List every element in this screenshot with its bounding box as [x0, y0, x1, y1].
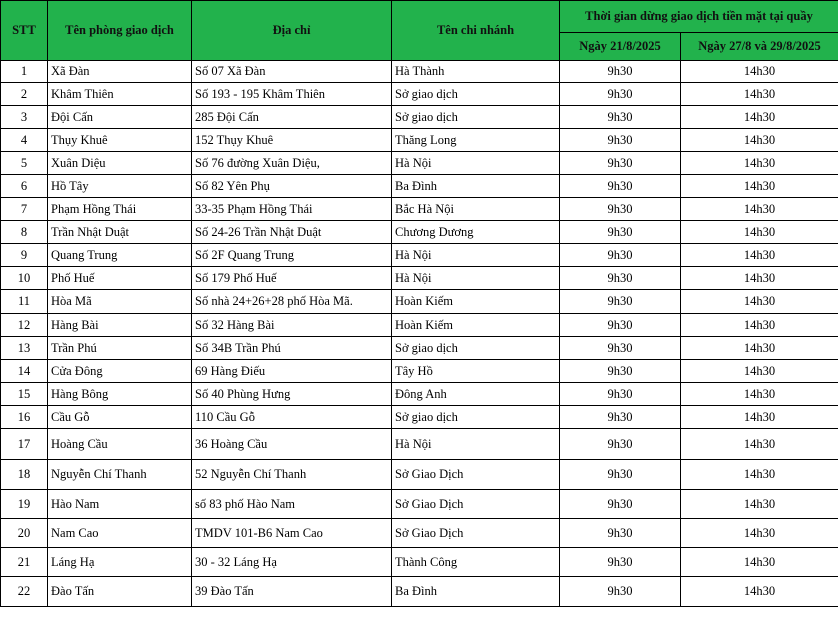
cell-stt: 9 [1, 244, 48, 267]
cell-time-date-1: 9h30 [560, 360, 681, 383]
table-row [1, 198, 838, 221]
cell-stt: 17 [1, 429, 48, 460]
table-row [1, 429, 838, 460]
cell-stt: 8 [1, 221, 48, 244]
cell-branch: Sở giao dịch [392, 337, 560, 360]
cell-time-date-1: 9h30 [560, 406, 681, 429]
table-row [1, 175, 838, 198]
table-row [1, 360, 838, 383]
cell-time-date-1: 9h30 [560, 175, 681, 198]
cell-time-date-2: 14h30 [681, 61, 838, 83]
header-stt: STT [1, 1, 48, 61]
cell-address: TMDV 101-B6 Nam Cao [192, 519, 392, 548]
cell-branch: Hà Nội [392, 267, 560, 290]
cell-branch: Bắc Hà Nội [392, 198, 560, 221]
cell-branch: Sở giao dịch [392, 406, 560, 429]
table-row [1, 290, 838, 314]
cell-time-date-2: 14h30 [681, 152, 838, 175]
cell-address: 39 Đào Tấn [192, 577, 392, 607]
cell-stt: 20 [1, 519, 48, 548]
cell-time-date-2: 14h30 [681, 429, 838, 460]
cell-stt: 6 [1, 175, 48, 198]
cell-address: Số 2F Quang Trung [192, 244, 392, 267]
cell-time-date-1: 9h30 [560, 267, 681, 290]
table-row [1, 61, 838, 83]
cell-time-date-1: 9h30 [560, 577, 681, 607]
cell-stt: 21 [1, 548, 48, 577]
cell-stt: 3 [1, 106, 48, 129]
table-row [1, 314, 838, 337]
cell-branch: Hoàn Kiếm [392, 290, 560, 314]
table-row [1, 460, 838, 490]
cell-time-date-1: 9h30 [560, 337, 681, 360]
cell-time-date-2: 14h30 [681, 360, 838, 383]
cell-time-date-2: 14h30 [681, 221, 838, 244]
cell-stt: 18 [1, 460, 48, 490]
cell-branch: Ba Đình [392, 175, 560, 198]
cell-time-date-1: 9h30 [560, 519, 681, 548]
table-row [1, 244, 838, 267]
cell-address: 30 - 32 Láng Hạ [192, 548, 392, 577]
cell-branch-office: Hàng Bài [48, 314, 192, 337]
cell-branch-office: Thụy Khuê [48, 129, 192, 152]
table-row [1, 383, 838, 406]
cell-branch: Ba Đình [392, 577, 560, 607]
header-branch: Tên chi nhánh [392, 1, 560, 61]
cell-address: Số 193 - 195 Khâm Thiên [192, 83, 392, 106]
cell-time-date-1: 9h30 [560, 383, 681, 406]
cell-time-date-2: 14h30 [681, 314, 838, 337]
cell-time-date-2: 14h30 [681, 519, 838, 548]
cell-time-date-2: 14h30 [681, 267, 838, 290]
table-body [1, 61, 838, 607]
cell-time-date-2: 14h30 [681, 383, 838, 406]
cell-address: Số 40 Phùng Hưng [192, 383, 392, 406]
cell-branch-office: Hoàng Cầu [48, 429, 192, 460]
cell-time-date-2: 14h30 [681, 290, 838, 314]
table-row [1, 490, 838, 519]
cell-address: Số 34B Trần Phú [192, 337, 392, 360]
cell-address: 36 Hoàng Cầu [192, 429, 392, 460]
cell-address: 52 Nguyễn Chí Thanh [192, 460, 392, 490]
cell-branch: Chương Dương [392, 221, 560, 244]
cell-branch: Thăng Long [392, 129, 560, 152]
cell-time-date-2: 14h30 [681, 490, 838, 519]
cell-address: 285 Đội Cấn [192, 106, 392, 129]
cell-stt: 2 [1, 83, 48, 106]
table-row [1, 548, 838, 577]
cell-time-date-2: 14h30 [681, 244, 838, 267]
cell-time-date-1: 9h30 [560, 61, 681, 83]
cell-stt: 5 [1, 152, 48, 175]
cell-branch-office: Cửa Đông [48, 360, 192, 383]
table-row [1, 129, 838, 152]
cell-time-date-1: 9h30 [560, 221, 681, 244]
cell-address: 33-35 Phạm Hồng Thái [192, 198, 392, 221]
cell-address: Số 32 Hàng Bài [192, 314, 392, 337]
table-row [1, 83, 838, 106]
cell-branch: Hà Nội [392, 152, 560, 175]
cell-branch-office: Hàng Bông [48, 383, 192, 406]
cell-time-date-2: 14h30 [681, 106, 838, 129]
cell-stt: 15 [1, 383, 48, 406]
table-row [1, 406, 838, 429]
cell-branch: Sở Giao Dịch [392, 519, 560, 548]
cell-branch-office: Láng Hạ [48, 548, 192, 577]
cell-branch: Sở giao dịch [392, 106, 560, 129]
cell-branch: Đông Anh [392, 383, 560, 406]
cell-address: 152 Thụy Khuê [192, 129, 392, 152]
cell-branch: Hà Nội [392, 429, 560, 460]
cell-address: Số 24-26 Trần Nhật Duật [192, 221, 392, 244]
cell-time-date-2: 14h30 [681, 198, 838, 221]
cell-branch: Hà Nội [392, 244, 560, 267]
cell-address: Số 07 Xã Đàn [192, 61, 392, 83]
cell-branch-office: Xuân Diệu [48, 152, 192, 175]
cell-branch: Hoàn Kiếm [392, 314, 560, 337]
cell-branch-office: Hào Nam [48, 490, 192, 519]
cell-time-date-1: 9h30 [560, 244, 681, 267]
cell-time-date-1: 9h30 [560, 314, 681, 337]
cell-address: Số nhà 24+26+28 phố Hòa Mã. [192, 290, 392, 314]
cell-time-date-2: 14h30 [681, 577, 838, 607]
cell-branch-office: Nguyễn Chí Thanh [48, 460, 192, 490]
header-address: Địa chỉ [192, 1, 392, 61]
table-row [1, 577, 838, 607]
cell-time-date-1: 9h30 [560, 490, 681, 519]
cell-address: 110 Cầu Gỗ [192, 406, 392, 429]
cell-time-date-1: 9h30 [560, 106, 681, 129]
header-date-1: Ngày 21/8/2025 [560, 33, 681, 61]
cell-branch: Hà Thành [392, 61, 560, 83]
table-row [1, 519, 838, 548]
cell-time-date-1: 9h30 [560, 548, 681, 577]
header-branch-office: Tên phòng giao dịch [48, 1, 192, 61]
cell-stt: 12 [1, 314, 48, 337]
cell-branch-office: Trần Phú [48, 337, 192, 360]
cell-time-date-2: 14h30 [681, 548, 838, 577]
cell-branch-office: Đào Tấn [48, 577, 192, 607]
cell-stt: 14 [1, 360, 48, 383]
cell-stt: 13 [1, 337, 48, 360]
cell-stt: 4 [1, 129, 48, 152]
cell-time-date-2: 14h30 [681, 175, 838, 198]
table-row [1, 152, 838, 175]
cell-stt: 7 [1, 198, 48, 221]
cell-branch-office: Hòa Mã [48, 290, 192, 314]
cell-branch: Tây Hồ [392, 360, 560, 383]
table-row [1, 337, 838, 360]
cell-address: Số 76 đường Xuân Diệu, [192, 152, 392, 175]
cell-branch-office: Đội Cấn [48, 106, 192, 129]
table-row [1, 106, 838, 129]
cell-time-date-1: 9h30 [560, 290, 681, 314]
table-row [1, 267, 838, 290]
table-header [1, 1, 838, 61]
cell-stt: 16 [1, 406, 48, 429]
table-row [1, 221, 838, 244]
header-cash-stop-time: Thời gian dừng giao dịch tiền mặt tại quầy [560, 1, 838, 33]
cell-branch-office: Phạm Hồng Thái [48, 198, 192, 221]
cell-branch-office: Khâm Thiên [48, 83, 192, 106]
cell-stt: 1 [1, 61, 48, 83]
cell-time-date-1: 9h30 [560, 429, 681, 460]
cell-time-date-2: 14h30 [681, 129, 838, 152]
cell-time-date-1: 9h30 [560, 83, 681, 106]
cell-time-date-2: 14h30 [681, 406, 838, 429]
cell-branch-office: Quang Trung [48, 244, 192, 267]
header-date-2: Ngày 27/8 và 29/8/2025 [681, 33, 838, 61]
cell-branch: Sở giao dịch [392, 83, 560, 106]
cell-stt: 22 [1, 577, 48, 607]
cell-stt: 11 [1, 290, 48, 314]
cell-address: Số 82 Yên Phụ [192, 175, 392, 198]
cell-time-date-2: 14h30 [681, 83, 838, 106]
cell-address: Số 179 Phố Huế [192, 267, 392, 290]
cell-time-date-2: 14h30 [681, 337, 838, 360]
cell-address: 69 Hàng Điếu [192, 360, 392, 383]
cell-time-date-1: 9h30 [560, 129, 681, 152]
cell-stt: 19 [1, 490, 48, 519]
cell-stt: 10 [1, 267, 48, 290]
cell-branch-office: Nam Cao [48, 519, 192, 548]
cell-time-date-2: 14h30 [681, 460, 838, 490]
cell-branch-office: Phố Huế [48, 267, 192, 290]
cell-branch-office: Xã Đàn [48, 61, 192, 83]
cell-address: số 83 phố Hào Nam [192, 490, 392, 519]
cell-time-date-1: 9h30 [560, 460, 681, 490]
cell-branch-office: Cầu Gỗ [48, 406, 192, 429]
cell-time-date-1: 9h30 [560, 198, 681, 221]
cell-branch-office: Trần Nhật Duật [48, 221, 192, 244]
cell-branch: Thành Công [392, 548, 560, 577]
cell-branch: Sở Giao Dịch [392, 460, 560, 490]
cell-branch-office: Hồ Tây [48, 175, 192, 198]
cell-time-date-1: 9h30 [560, 152, 681, 175]
cell-branch: Sở Giao Dịch [392, 490, 560, 519]
